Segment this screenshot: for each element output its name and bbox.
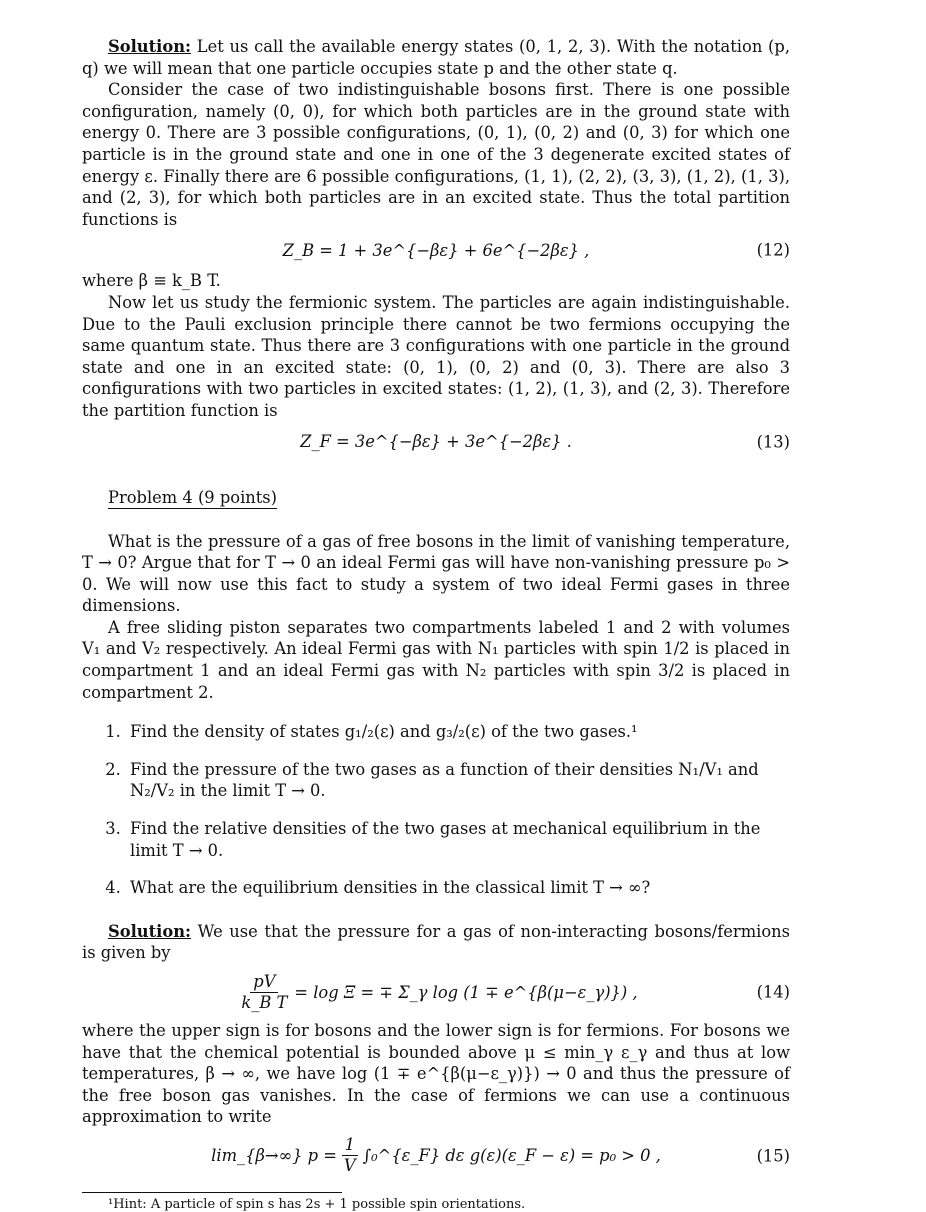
solution-paragraph-1: Solution: Let us call the available energy states (0, 1, 2, 3). With the notation (p, q) we will mean that one particle occupies state p and the other state q.: [82, 37, 790, 78]
list-item: 3. Find the relative densities of the two gases at mechanical equilibrium in the limit T → 0.: [126, 818, 790, 861]
problem-list: [82, 721, 790, 899]
solution-label: Solution:: [108, 921, 192, 941]
equation-14-fraction: $\frac{pV}{\text{k\_B T}}$: [241, 971, 288, 1012]
list-item: 4. What are the equilibrium densities in the classical limit T → ∞?: [126, 877, 790, 899]
equation-14: [82, 964, 790, 1020]
where-line: where β ≡ k_B T.: [82, 271, 221, 291]
equation-12-body: Z_B = 1 + 3e^{−βε} + 6e^{−2βε} ,: [282, 240, 590, 260]
equation-15: [82, 1128, 790, 1184]
list-item: 1. Find the density of states g₁/₂(ε) and g₃/₂(ε) of the two gases.¹: [126, 721, 790, 743]
solution-paragraph-2: Solution: We use that the pressure for a gas of non-interacting bosons/fermions is given by: [82, 921, 790, 963]
equation-15-rest: ∫₀^{ε_F} dε g(ε)(ε_F − ε) = p₀ > 0 ,: [362, 1146, 661, 1166]
equation-12-tag: (12): [756, 240, 790, 260]
equation-14-tag: (14): [756, 982, 790, 1002]
boson-paragraph: Consider the case of two indistinguishable bosons first. There is one possible configuration, namely (0, 0), for which both particles are in the ground state with energy 0. There are 3 possible configurations, (0, 1), (0, 2) and (0, 3) for which one particle is in the ground state and one in one of the 3 degenerate excited states of energy ε. Finally there are 6 possible configurations, (1, 1), (2, 2), (3, 3), (1, 2), (1, 3), and (2, 3), for which both particles are in an excited state. Thus the total partition functions is: [82, 80, 790, 229]
equation-13-tag: (13): [756, 432, 790, 451]
page: [82, 36, 790, 1212]
equation-12: [82, 230, 790, 270]
equation-13: [82, 422, 790, 462]
problem-paragraph-1: What is the pressure of a gas of free bosons in the limit of vanishing temperature, T → 0? Argue that for T → 0 an ideal Fermi gas will have non-vanishing pressure p₀ > 0. We will now use this fact to study a system of two ideal Fermi gases in three dimensions.: [82, 531, 790, 616]
fermion-pressure-paragraph: where the upper sign is for bosons and the lower sign is for fermions. For bosons we have that the chemical potential is bounded above μ ≤ min_γ ε_γ and thus at low temperatures, β → ∞, we have log (1 ∓ e^{β(μ−ε_γ)}) → 0 and thus the pressure of the free boson gas vanishes. In the case of fermions we can use a continuous approximation to write: [82, 1021, 790, 1127]
equation-13-body: Z_F = 3e^{−βε} + 3e^{−2βε} .: [300, 432, 572, 451]
equation-15-limit: lim_{β→∞} p =: [211, 1146, 337, 1166]
footnote-divider: [82, 1192, 342, 1193]
problem-paragraph-2: A free sliding piston separates two compartments labeled 1 and 2 with volumes V₁ and V₂ respectively. An ideal Fermi gas with N₁ particles with spin 1/2 is placed in compartment 1 and an ideal Fermi gas with N₂ particles with spin 3/2 is placed in compartment 2.: [82, 617, 790, 702]
fermion-paragraph: Now let us study the fermionic system. The particles are again indistinguishable. Due to the Pauli exclusion principle there cannot be two fermions occupying the same quantum state. Thus there are 3 configurations with one particle in the ground state and one in an excited state: (0, 1), (0, 2) and (0, 3). There are also 3 configurations with two particles in excited states: (1, 2), (1, 3), and (2, 3). Therefore the partition function is: [82, 292, 790, 420]
footnote: ¹Hint: A particle of spin s has 2s + 1 possible spin orientations.: [108, 1196, 526, 1212]
equation-15-fraction: $\frac{1}{V}$: [341, 1135, 359, 1176]
problem-heading: Problem 4 (9 points): [108, 487, 278, 507]
equation-15-tag: (15): [756, 1146, 790, 1166]
list-item: 2. Find the pressure of the two gases as a function of their densities N₁/V₁ and N₂/V₂ in the limit T → 0.: [126, 759, 790, 802]
equation-14-rhs: = log Ξ = ∓ Σ_γ log (1 ∓ e^{β(μ−ε_γ)}) ,: [294, 982, 638, 1002]
solution-label: Solution:: [108, 37, 192, 56]
